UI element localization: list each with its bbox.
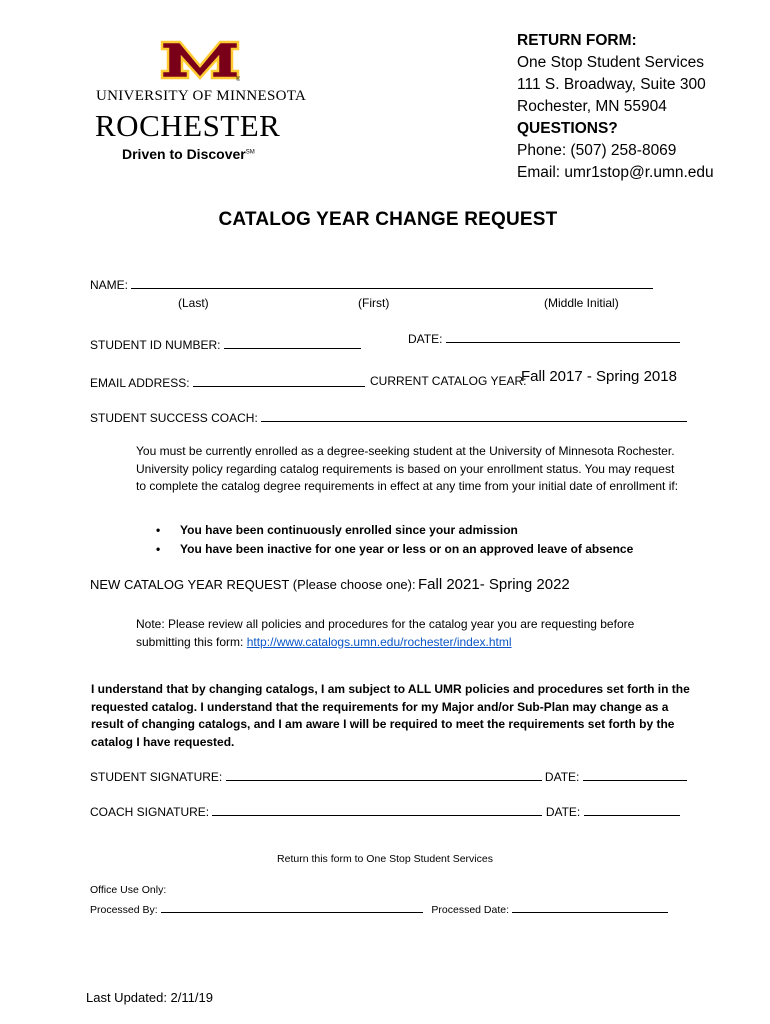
student-id-row	[90, 336, 361, 352]
new-catalog-label: NEW CATALOG YEAR REQUEST (Please choose one):	[90, 577, 416, 592]
logo-university-text: UNIVERSITY OF MINNESOTA	[96, 88, 307, 104]
name-last-caption: (Last)	[178, 296, 209, 310]
catalog-link[interactable]: http://www.catalogs.umn.edu/rochester/index.html	[246, 634, 512, 649]
date-input-line[interactable]	[446, 330, 680, 343]
student-signature-date-label: DATE:	[544, 770, 580, 784]
processed-by-label: Processed By:	[90, 904, 158, 916]
coach-signature-date-label: DATE:	[545, 805, 581, 819]
coach-signature-line[interactable]	[212, 803, 542, 816]
acknowledgement-paragraph: I understand that by changing catalogs, I am subject to ALL UMR policies and procedures set forth in the requested catalog. I understand that the requirements for my Major and/or Sub-Plan may change as a result of changing catalogs, and I am aware I will be required to meet the requirements set forth by the catalog I have requested.	[91, 682, 690, 749]
name-row	[90, 276, 653, 292]
new-catalog-value[interactable]: Fall 2021- Spring 2022	[418, 576, 570, 593]
list-item: • You have been continuously enrolled since your admission	[156, 523, 518, 537]
current-catalog-value[interactable]: Fall 2017 - Spring 2018	[521, 368, 677, 385]
date-row	[408, 330, 680, 346]
coach-input-line[interactable]	[261, 409, 687, 422]
eligibility-list	[156, 521, 633, 559]
contact-email: Email: umr1stop@r.umn.edu	[517, 164, 714, 181]
student-signature-row	[90, 768, 687, 784]
student-signature-date-line[interactable]	[583, 768, 687, 781]
name-label: NAME:	[90, 278, 129, 292]
date-label: DATE:	[408, 332, 443, 346]
processed-by-line[interactable]	[161, 902, 423, 913]
university-m-logo	[160, 38, 240, 82]
coach-signature-date-line[interactable]	[584, 803, 680, 816]
student-signature-line[interactable]	[226, 768, 542, 781]
policy-paragraph: You must be currently enrolled as a degree-seeking student at the University of Minnesota Rochester. University policy regarding catalog requirements is based on your enrollment status. You may request to complete the catalog degree requirements in effect at any time from your initial date of enrollment if:	[136, 444, 679, 493]
note-paragraph	[136, 616, 681, 651]
current-catalog-label: CURRENT CATALOG YEAR:	[370, 374, 527, 388]
questions-heading: QUESTIONS?	[517, 120, 618, 137]
registered-mark: ®	[236, 77, 240, 82]
email-input-line[interactable]	[193, 374, 365, 387]
last-updated: Last Updated: 2/11/19	[86, 990, 213, 1005]
email-row	[90, 374, 365, 390]
contact-phone: Phone: (507) 258-8069	[517, 142, 677, 159]
coach-signature-row	[90, 803, 680, 819]
student-id-input-line[interactable]	[224, 336, 361, 349]
service-mark: SM	[245, 149, 255, 156]
list-item: • You have been inactive for one year or less or on an approved leave of absence	[156, 542, 634, 556]
logo-campus-text: ROCHESTER	[95, 108, 281, 143]
name-middle-caption: (Middle Initial)	[544, 296, 619, 310]
student-signature-label: STUDENT SIGNATURE:	[90, 770, 223, 784]
return-street: 111 S. Broadway, Suite 300	[517, 76, 706, 93]
note-text: Note: Please review all policies and procedures for the catalog year you are requesting before submitting this form:	[136, 617, 635, 649]
processed-date-label: Processed Date:	[431, 904, 510, 916]
student-id-label: STUDENT ID NUMBER:	[90, 338, 221, 352]
email-label: EMAIL ADDRESS:	[90, 376, 190, 390]
coach-label: STUDENT SUCCESS COACH:	[90, 411, 258, 425]
coach-signature-label: COACH SIGNATURE:	[90, 805, 210, 819]
name-first-caption: (First)	[358, 296, 390, 310]
coach-row	[90, 409, 687, 425]
form-title: CATALOG YEAR CHANGE REQUEST	[218, 209, 558, 230]
return-office: One Stop Student Services	[517, 54, 704, 71]
return-city: Rochester, MN 55904	[517, 98, 667, 115]
return-note: Return this form to One Stop Student Services	[277, 853, 493, 865]
processed-date-line[interactable]	[512, 902, 668, 913]
name-input-line[interactable]	[131, 276, 653, 289]
logo-tagline: Driven to Discover℠	[122, 146, 255, 162]
office-use-heading: Office Use Only:	[90, 884, 167, 896]
return-form-heading: RETURN FORM:	[517, 32, 637, 49]
office-use-row	[90, 902, 668, 916]
